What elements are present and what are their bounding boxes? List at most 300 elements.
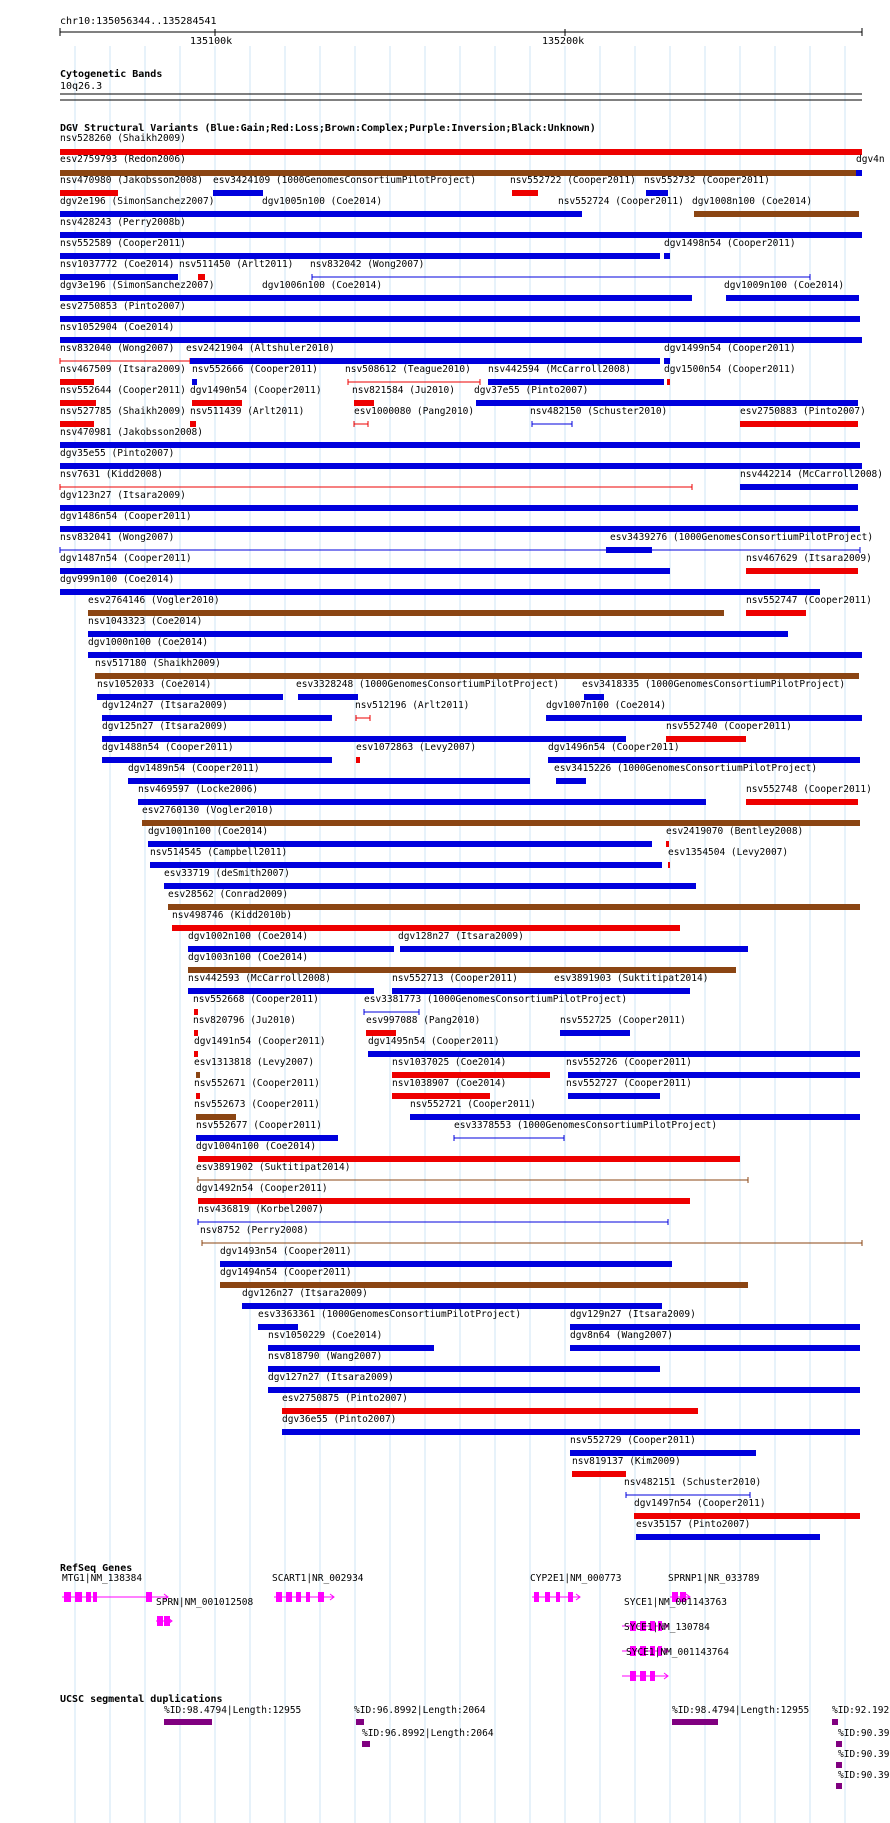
sv-feature-bar (213, 190, 263, 196)
sv-feature[interactable] (546, 700, 862, 721)
segdup-label: %ID:90.39 (838, 1728, 890, 1739)
sv-feature-bar (262, 211, 582, 217)
sv-feature[interactable] (190, 406, 304, 427)
sv-feature-bar (560, 1030, 630, 1036)
sv-feature-label: dgv2e196 (SimonSanchez2007) (60, 196, 215, 207)
sv-feature-label: dgv1491n54 (Cooper2011) (194, 1036, 326, 1047)
segdup-bar (672, 1719, 718, 1725)
sv-feature[interactable] (566, 1078, 692, 1099)
sv-feature[interactable] (172, 910, 680, 931)
sv-feature-label: dgv1493n54 (Cooper2011) (220, 1246, 352, 1257)
refseq-track-title: RefSeq Genes (60, 1563, 133, 1574)
sv-feature-label: esv3381773 (1000GenomesConsortiumPilotProject) (364, 994, 628, 1005)
sv-feature[interactable] (530, 406, 667, 427)
sv-feature-label: nsv552748 (Cooper2011) (746, 784, 872, 795)
segdup-bar (362, 1741, 370, 1747)
sv-feature[interactable] (560, 1015, 686, 1036)
sv-feature-label: esv2419070 (Bentley2008) (666, 826, 804, 837)
segdup-label: %ID:96.8992|Length:2064 (354, 1705, 486, 1716)
sv-feature[interactable] (566, 1057, 860, 1078)
sv-feature-label: dgv3e196 (SimonSanchez2007) (60, 280, 215, 291)
sv-feature-label: nsv552725 (Cooper2011) (560, 1015, 686, 1026)
sv-feature[interactable] (193, 994, 319, 1015)
gene-label: SPRNP1|NR_033789 (668, 1573, 760, 1584)
sv-feature[interactable] (188, 973, 374, 994)
sv-feature[interactable] (196, 1183, 690, 1204)
sv-feature-bar (746, 610, 806, 616)
sv-feature[interactable] (368, 1036, 860, 1057)
sv-feature-bar (400, 946, 748, 952)
sv-feature[interactable] (352, 385, 455, 406)
sv-feature-label: nsv552721 (Cooper2011) (410, 1099, 536, 1110)
sv-feature[interactable] (666, 721, 792, 742)
sv-feature-label: nsv469597 (Locke2006) (138, 784, 259, 795)
gene-exon (306, 1592, 310, 1602)
sv-feature-label: nsv467629 (Itsara2009) (746, 553, 872, 564)
sv-feature-bar (694, 211, 859, 217)
tick-label: 135200k (542, 36, 585, 47)
sv-feature-label: esv3891902 (Suktitipat2014) (196, 1162, 351, 1173)
sv-feature[interactable] (392, 1057, 550, 1078)
dgv-track-title: DGV Structural Variants (Blue:Gain;Red:Loss;Brown:Complex;Purple:Inversion;Black:Unknown) (60, 123, 596, 134)
sv-feature-bar (668, 862, 670, 868)
sv-feature-label: nsv512196 (Arlt2011) (355, 700, 470, 711)
gene-exon (64, 1592, 71, 1602)
sv-feature-label: nsv1052904 (Coe2014) (60, 322, 175, 333)
sv-feature[interactable] (454, 1120, 717, 1141)
sv-feature[interactable] (188, 952, 736, 973)
sv-feature-label: nsv552729 (Cooper2011) (570, 1435, 696, 1446)
sv-feature-label: nsv428243 (Perry2008b) (60, 217, 186, 228)
sv-feature-label: esv3424109 (1000GenomesConsortiumPilotProject) (213, 175, 477, 186)
sv-feature[interactable] (102, 742, 332, 763)
sv-feature[interactable] (282, 1414, 860, 1435)
sv-feature[interactable] (636, 1519, 820, 1540)
sv-feature[interactable] (570, 1309, 860, 1330)
sv-feature-label: dgv1492n54 (Cooper2011) (196, 1183, 328, 1194)
sv-feature-label: nsv552668 (Cooper2011) (193, 994, 319, 1005)
sv-feature[interactable] (366, 1015, 480, 1036)
gene-label: SYCE1|NM_001143763 (624, 1597, 727, 1608)
sv-feature[interactable] (510, 175, 636, 196)
sv-feature-label: dgv999n100 (Coe2014) (60, 574, 175, 585)
sv-feature-bar (298, 694, 358, 700)
sv-feature-bar (568, 1093, 660, 1099)
sv-feature-bar (60, 442, 860, 448)
sv-feature[interactable] (262, 196, 582, 217)
sv-feature-bar (746, 799, 858, 805)
sv-feature[interactable] (97, 679, 283, 700)
sv-feature[interactable] (220, 1267, 748, 1288)
sv-feature-label: nsv436819 (Korbel2007) (198, 1204, 324, 1215)
sv-feature-label: nsv552722 (Cooper2011) (510, 175, 636, 186)
sv-feature[interactable] (60, 553, 670, 574)
sv-feature[interactable] (190, 385, 322, 406)
sv-feature-label: nsv1043323 (Coe2014) (88, 616, 203, 627)
sv-feature[interactable] (60, 364, 186, 385)
sv-feature-bar (636, 1534, 820, 1540)
sv-feature[interactable] (664, 364, 796, 385)
sv-feature-label: dgv1008n100 (Coe2014) (692, 196, 813, 207)
sv-feature-label: nsv832041 (Wong2007) (60, 532, 175, 543)
sv-feature-label: esv3363361 (1000GenomesConsortiumPilotProject) (258, 1309, 522, 1320)
segdup-feature[interactable] (836, 1749, 890, 1768)
sv-feature[interactable] (179, 259, 293, 280)
sv-feature-label: nsv820796 (Ju2010) (193, 1015, 296, 1026)
sv-feature-label: nsv1052033 (Coe2014) (97, 679, 212, 690)
sv-feature[interactable] (138, 784, 706, 805)
sv-feature[interactable] (220, 1246, 672, 1267)
sv-feature[interactable] (356, 742, 476, 763)
gene-feature[interactable] (272, 1573, 364, 1602)
sv-feature[interactable] (194, 1078, 320, 1099)
sv-feature-label: nsv511450 (Arlt2011) (179, 259, 294, 270)
sv-feature-label: esv33719 (deSmith2007) (164, 868, 290, 879)
gene-label: SPRN|NM_001012508 (156, 1597, 254, 1608)
sv-feature-label: dgv1495n54 (Cooper2011) (368, 1036, 500, 1047)
tick-label: 135100k (190, 36, 233, 47)
segdup-feature[interactable] (832, 1705, 889, 1725)
sv-feature[interactable] (60, 280, 262, 301)
gene-exon (164, 1616, 170, 1626)
sv-feature-label: dgv1496n54 (Cooper2011) (548, 742, 680, 753)
sv-feature-bar (664, 253, 670, 259)
sv-feature-label: dgv125n27 (Itsara2009) (102, 721, 228, 732)
segdup-feature[interactable] (836, 1728, 890, 1747)
cytoband-label: 10q26.3 (60, 81, 103, 92)
sv-feature-label: nsv1038907 (Coe2014) (392, 1078, 507, 1089)
sv-feature[interactable] (724, 280, 859, 301)
segdup-bar (832, 1719, 838, 1725)
sv-feature-label: dgv1003n100 (Coe2014) (188, 952, 309, 963)
sv-feature-label: nsv832040 (Wong2007) (60, 343, 175, 354)
sv-feature-label: dgv1006n100 (Coe2014) (262, 280, 383, 291)
sv-feature[interactable] (282, 1393, 698, 1414)
sv-feature-bar (667, 379, 670, 385)
segdup-feature[interactable] (362, 1728, 494, 1747)
gene-exon (650, 1671, 655, 1681)
sv-feature-label: nsv552589 (Cooper2011) (60, 238, 186, 249)
sv-feature-label: dgv1498n54 (Cooper2011) (664, 238, 796, 249)
sv-feature-label: esv3415226 (1000GenomesConsortiumPilotProject) (554, 763, 818, 774)
gene-exon (276, 1592, 282, 1602)
sv-feature[interactable] (150, 847, 662, 868)
sv-feature-label: esv2750883 (Pinto2007) (740, 406, 866, 417)
sv-feature-label: esv3378553 (1000GenomesConsortiumPilotProject) (454, 1120, 718, 1131)
sv-feature-label: esv1354504 (Levy2007) (668, 847, 789, 858)
sv-feature[interactable] (296, 679, 559, 700)
sv-feature[interactable] (554, 763, 817, 784)
sv-feature[interactable] (168, 889, 860, 910)
sv-feature[interactable] (194, 1036, 326, 1057)
sv-feature[interactable] (60, 385, 186, 406)
sv-feature-label: dgv1001n100 (Coe2014) (148, 826, 269, 837)
sv-feature[interactable] (570, 1330, 860, 1351)
sv-feature-bar (262, 295, 692, 301)
sv-feature[interactable] (60, 175, 203, 196)
segdup-label: %ID:90.39 (838, 1770, 890, 1781)
sv-feature-label: dgv1489n54 (Cooper2011) (128, 763, 260, 774)
sv-feature-label: esv1313818 (Levy2007) (194, 1057, 315, 1068)
sv-feature-label: nsv552724 (Cooper2011) (558, 196, 684, 207)
sv-feature[interactable] (398, 931, 748, 952)
sv-feature-label: nsv552671 (Cooper2011) (194, 1078, 320, 1089)
sv-feature[interactable] (60, 217, 862, 238)
sv-feature[interactable] (60, 259, 178, 280)
sv-feature[interactable] (740, 406, 866, 427)
sv-feature[interactable] (60, 343, 190, 364)
sv-feature[interactable] (88, 595, 724, 616)
gene-exon (630, 1671, 636, 1681)
sv-feature[interactable] (60, 238, 660, 259)
sv-feature[interactable] (198, 1204, 668, 1225)
sv-feature-label: nsv552740 (Cooper2011) (666, 721, 792, 732)
sv-feature-label: dgv127n27 (Itsara2009) (268, 1372, 394, 1383)
sv-feature[interactable] (310, 259, 810, 280)
sv-feature[interactable] (142, 805, 860, 826)
sv-feature-label: nsv552644 (Cooper2011) (60, 385, 186, 396)
sv-feature[interactable] (200, 1225, 862, 1246)
sv-feature[interactable] (268, 1351, 660, 1372)
sv-feature[interactable] (692, 196, 859, 217)
sv-feature-label: dgv129n27 (Itsara2009) (570, 1309, 696, 1320)
sv-feature[interactable] (624, 1477, 761, 1498)
sv-feature[interactable] (474, 385, 858, 406)
sv-feature-label: nsv514545 (Campbell2011) (150, 847, 288, 858)
sv-feature[interactable] (60, 469, 692, 490)
refseq-track (62, 1573, 760, 1681)
sv-feature[interactable] (392, 1078, 506, 1099)
sv-feature-label: esv997088 (Pang2010) (366, 1015, 481, 1026)
sv-feature[interactable] (88, 637, 862, 658)
gene-exon (93, 1592, 97, 1602)
sv-feature[interactable] (354, 406, 474, 427)
sv-feature[interactable] (488, 364, 664, 385)
sv-feature[interactable] (148, 826, 652, 847)
sv-feature-label: nsv470980 (Jakobsson2008) (60, 175, 203, 186)
sv-feature[interactable] (572, 1456, 681, 1477)
sv-feature-label: esv3891903 (Suktitipat2014) (554, 973, 709, 984)
sv-feature-label: nsv1037025 (Coe2014) (392, 1057, 507, 1068)
sv-feature-label: dgv1486n54 (Cooper2011) (60, 511, 192, 522)
gene-label: CYP2E1|NM_000773 (530, 1573, 622, 1584)
gene-exon (640, 1671, 646, 1681)
gene-exon (318, 1592, 324, 1602)
sv-feature[interactable] (194, 1057, 314, 1078)
sv-feature-label: esv2764146 (Vogler2010) (88, 595, 220, 606)
gene-label: SCART1|NR_002934 (272, 1573, 364, 1584)
sv-feature[interactable] (192, 364, 318, 385)
sv-feature-label: esv35157 (Pinto2007) (636, 1519, 751, 1530)
sv-feature-label: dgv128n27 (Itsara2009) (398, 931, 524, 942)
segdup-track-title: UCSC segmental duplications (60, 1694, 223, 1705)
sv-feature[interactable] (634, 1498, 860, 1519)
sv-feature[interactable] (548, 742, 860, 763)
sv-feature-label: nsv511439 (Arlt2011) (190, 406, 305, 417)
sv-feature-label: nsv442593 (McCarroll2008) (188, 973, 331, 984)
sv-feature[interactable] (213, 175, 476, 196)
sv-feature[interactable] (666, 826, 803, 847)
sv-feature[interactable] (196, 1162, 748, 1183)
sv-feature[interactable] (856, 154, 885, 176)
sv-feature-label: dgv1490n54 (Cooper2011) (190, 385, 322, 396)
sv-feature-bar (556, 778, 586, 784)
sv-feature[interactable] (570, 1435, 756, 1456)
gene-exon (75, 1592, 82, 1602)
segdup-feature[interactable] (164, 1705, 301, 1725)
sv-feature-label: dgv1500n54 (Cooper2011) (664, 364, 796, 375)
sv-feature-label: nsv8752 (Perry2008) (200, 1225, 309, 1236)
sv-feature-label: nsv7631 (Kidd2008) (60, 469, 163, 480)
sv-feature-bar (740, 484, 858, 490)
segdup-label: %ID:96.8992|Length:2064 (362, 1728, 494, 1739)
sv-feature[interactable] (268, 1330, 434, 1351)
sv-feature[interactable] (345, 364, 480, 385)
segdup-bar (836, 1783, 842, 1789)
sv-feature-label: nsv527785 (Shaikh2009) (60, 406, 186, 417)
sv-feature[interactable] (128, 763, 530, 784)
sv-feature-label: nsv552713 (Cooper2011) (392, 973, 518, 984)
sv-feature-label: nsv818790 (Wang2007) (268, 1351, 383, 1362)
sv-feature[interactable] (88, 616, 788, 637)
sv-feature[interactable] (364, 994, 627, 1015)
sv-feature[interactable] (102, 700, 332, 721)
sv-feature-label: dgv124n27 (Itsara2009) (102, 700, 228, 711)
gene-exon (296, 1592, 301, 1602)
sv-feature[interactable] (392, 973, 578, 994)
segdup-label: %ID:90.39 (838, 1749, 890, 1760)
sv-feature-label: nsv552673 (Cooper2011) (194, 1099, 320, 1110)
sv-feature-label: nsv1050229 (Coe2014) (268, 1330, 383, 1341)
sv-feature-label: dgv36e55 (Pinto2007) (282, 1414, 397, 1425)
sv-feature[interactable] (262, 280, 692, 301)
sv-feature[interactable] (664, 343, 796, 364)
sv-feature-label: nsv552732 (Cooper2011) (644, 175, 770, 186)
sv-feature[interactable] (740, 469, 883, 490)
gene-label: SYCE1|NM_130784 (624, 1622, 710, 1633)
sv-feature-label: esv2759793 (Redon2006) (60, 154, 186, 165)
sv-feature[interactable] (664, 238, 796, 259)
sv-feature[interactable] (60, 154, 856, 176)
sv-feature[interactable] (268, 1372, 860, 1393)
sv-feature-label: nsv442214 (McCarroll2008) (740, 469, 883, 480)
sv-feature-bar (570, 1345, 860, 1351)
sv-feature-label: nsv467509 (Itsara2009) (60, 364, 186, 375)
gene-feature[interactable] (62, 1573, 168, 1602)
segdup-feature[interactable] (354, 1705, 486, 1725)
sv-feature-label: esv2750853 (Pinto2007) (60, 301, 186, 312)
sv-feature[interactable] (186, 343, 660, 364)
sv-feature-label: esv2760130 (Vogler2010) (142, 805, 274, 816)
sv-feature[interactable] (746, 784, 872, 805)
sv-feature-bar (740, 421, 858, 427)
sv-feature-label: esv1072863 (Levy2007) (356, 742, 477, 753)
segdup-label: %ID:92.192 (832, 1705, 890, 1716)
sv-feature-label: nsv470981 (Jakobsson2008) (60, 427, 203, 438)
sv-feature-label: dgv4n (856, 154, 885, 165)
gene-feature[interactable] (156, 1597, 254, 1626)
sv-feature[interactable] (188, 931, 394, 952)
sv-feature[interactable] (746, 595, 872, 616)
gene-exon (568, 1592, 573, 1602)
position-label: chr10:135056344..135284541 (60, 16, 217, 27)
sv-feature-label: dgv1009n100 (Coe2014) (724, 280, 845, 291)
sv-feature-bar (572, 1471, 626, 1477)
sv-feature-label: dgv1002n100 (Coe2014) (188, 931, 309, 942)
segdup-label: %ID:98.4794|Length:12955 (164, 1705, 302, 1716)
sv-feature[interactable] (95, 658, 859, 679)
segdup-bar (356, 1719, 364, 1725)
sv-feature[interactable] (196, 1141, 740, 1162)
sv-feature-label: nsv498746 (Kidd2010b) (172, 910, 293, 921)
sv-feature-label: nsv552747 (Cooper2011) (746, 595, 872, 606)
sv-feature-label: nsv552727 (Cooper2011) (566, 1078, 692, 1089)
sv-feature-bar (356, 757, 360, 763)
gene-feature[interactable] (530, 1573, 622, 1602)
sv-feature[interactable] (554, 973, 708, 994)
sv-feature-label: nsv517180 (Shaikh2009) (95, 658, 221, 669)
sv-feature-label: dgv1488n54 (Cooper2011) (102, 742, 234, 753)
segdup-feature[interactable] (672, 1705, 809, 1725)
sv-feature-label: nsv832042 (Wong2007) (310, 259, 425, 270)
sv-feature-bar (560, 211, 576, 217)
sv-feature-label: esv3418335 (1000GenomesConsortiumPilotProject) (582, 679, 846, 690)
sv-feature-label: dgv1497n54 (Cooper2011) (634, 1498, 766, 1509)
sv-feature-label: esv3328248 (1000GenomesConsortiumPilotProject) (296, 679, 560, 690)
dgv-track (60, 133, 885, 1540)
sv-feature-label: dgv1004n100 (Coe2014) (196, 1141, 317, 1152)
sv-feature-label: nsv552677 (Cooper2011) (196, 1120, 322, 1131)
sv-feature-label: nsv1037772 (Coe2014) (60, 259, 175, 270)
sv-feature[interactable] (194, 1099, 320, 1120)
gene-label: SYCE1|NM_001143764 (626, 1647, 729, 1658)
gene-label: MTG1|NM_138384 (62, 1573, 143, 1584)
sv-feature[interactable] (355, 700, 469, 721)
sv-feature-label: dgv1487n54 (Cooper2011) (60, 553, 192, 564)
sv-feature-label: dgv123n27 (Itsara2009) (60, 490, 186, 501)
sv-feature[interactable] (193, 1015, 296, 1036)
gene-feature[interactable] (622, 1647, 729, 1681)
segdup-bar (164, 1719, 212, 1725)
sv-feature-label: nsv528260 (Shaikh2009) (60, 133, 186, 144)
sv-feature[interactable] (60, 490, 858, 511)
sv-feature-label: dgv1494n54 (Cooper2011) (220, 1267, 352, 1278)
segdup-track (164, 1705, 890, 1789)
sv-feature[interactable] (746, 553, 872, 574)
gene-exon (545, 1592, 550, 1602)
gene-exon (556, 1592, 560, 1602)
sv-feature-label: nsv508612 (Teague2010) (345, 364, 471, 375)
sv-feature-bar (60, 316, 860, 322)
gene-exon (286, 1592, 292, 1602)
segdup-feature[interactable] (836, 1770, 890, 1789)
sv-feature-label: esv2421904 (Altshuler2010) (186, 343, 335, 354)
sv-feature[interactable] (196, 1120, 338, 1141)
sv-feature[interactable] (582, 679, 845, 700)
sv-feature[interactable] (60, 574, 820, 595)
gene-exon (157, 1616, 163, 1626)
sv-feature[interactable] (242, 1288, 662, 1309)
sv-feature-bar (746, 568, 858, 574)
sv-feature-label: esv1000080 (Pang2010) (354, 406, 475, 417)
sv-feature[interactable] (60, 406, 186, 427)
sv-feature-label: dgv8n64 (Wang2007) (570, 1330, 673, 1341)
sv-feature[interactable] (102, 721, 626, 742)
sv-feature[interactable] (668, 847, 788, 868)
sv-feature[interactable] (164, 868, 696, 889)
gene-exon (534, 1592, 539, 1602)
sv-feature[interactable] (644, 175, 770, 196)
